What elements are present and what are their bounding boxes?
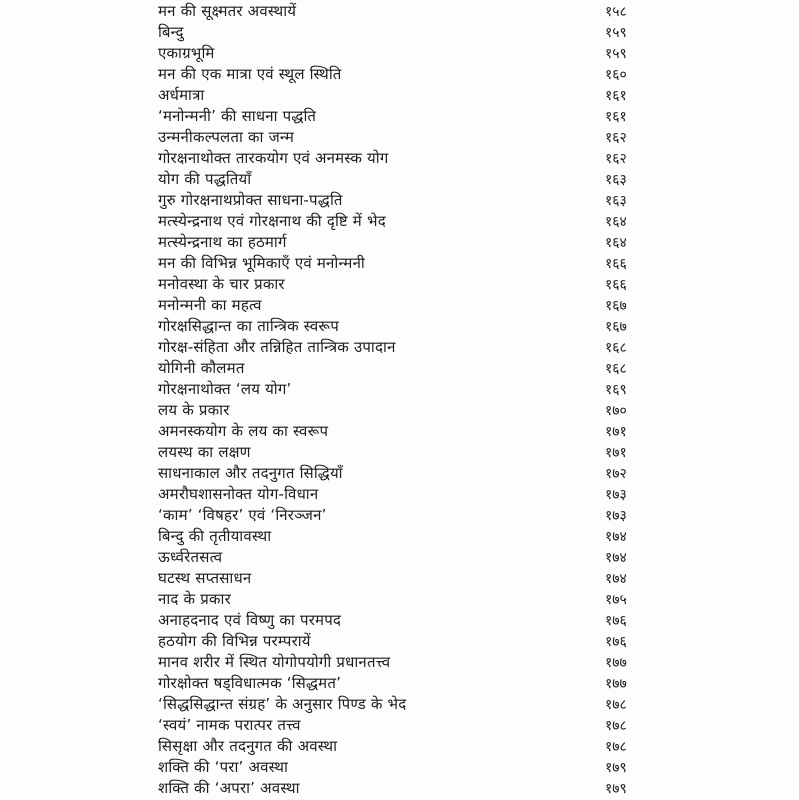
toc-entry-page-number: १७२ [605,466,627,482]
toc-entry-page-number: १७४ [605,571,627,587]
toc-entry-title: मनोन्मनी का महत्व [158,296,262,314]
toc-entry-page-number: १७५ [605,592,627,608]
toc-row [158,274,650,295]
toc-entry-title: एकाग्रभूमि [158,44,215,62]
toc-row [158,778,650,799]
toc-row [158,463,650,484]
toc-row [158,232,650,253]
toc-entry-page-number: १६३ [605,172,627,188]
toc-row [158,673,650,694]
toc-entry-title: योग की पद्धतियाँ [158,170,252,188]
toc-row [158,190,650,211]
toc-entry-page-number: १७६ [605,613,627,629]
toc-entry-title: ऊर्ध्वरेतसत्व [158,548,223,566]
toc-entry-page-number: १७८ [605,697,627,713]
toc-entry-page-number: १६७ [605,319,627,335]
toc-entry-page-number: १७१ [605,424,627,440]
toc-entry-title: हठयोग की विभिन्न परम्परायें [158,632,311,650]
toc-entry-title: उन्मनीकल्पलता का जन्म [158,128,295,146]
toc-entry-title: नाद के प्रकार [158,590,231,608]
toc-row [158,484,650,505]
toc-entry-page-number: १६८ [605,361,627,377]
toc-entry-page-number: १७० [605,403,627,419]
toc-entry-page-number: १७९ [605,781,627,797]
toc-entry-title: मन की विभिन्न भूमिकाएँ एवं मनोन्मनी [158,254,366,272]
toc-row [158,379,650,400]
toc-entry-title: अनाहदनाद एवं विष्णु का परमपद [158,611,342,629]
toc-entry-title: अमरौघशासनोक्त योग-विधान [158,485,319,503]
toc-entry-page-number: १७३ [605,487,627,503]
toc-row [158,22,650,43]
toc-row [158,631,650,652]
toc-row [158,400,650,421]
toc-entry-page-number: १६१ [605,109,627,125]
toc-row [158,442,650,463]
toc-entry-title: घटस्थ सप्तसाधन [158,569,252,587]
toc-row [158,316,650,337]
toc-row [158,652,650,673]
toc-row [158,337,650,358]
toc-row [158,547,650,568]
toc-row [158,694,650,715]
toc-entry-page-number: १६८ [605,340,627,356]
toc-list [158,1,650,799]
toc-entry-page-number: १७७ [605,655,627,671]
toc-row [158,505,650,526]
toc-entry-page-number: १७१ [605,445,627,461]
toc-row [158,736,650,757]
toc-entry-title: मत्स्येन्द्रनाथ का हठमार्ग [158,233,287,251]
toc-row [158,169,650,190]
toc-row [158,568,650,589]
toc-entry-title: गोरक्ष-संहिता और तन्निहित तान्त्रिक उपादान [158,338,396,356]
toc-entry-title: अमनस्कयोग के लय का स्वरूप [158,422,329,440]
toc-entry-page-number: १७४ [605,550,627,566]
toc-row [158,526,650,547]
toc-entry-title: मानव शरीर में स्थित योगोपयोगी प्रधानतत्त्व [158,653,391,671]
toc-row [158,589,650,610]
toc-row [158,106,650,127]
toc-entry-title: मन की सूक्ष्मतर अवस्थायें [158,2,297,20]
toc-entry-page-number: १७४ [605,529,627,545]
toc-entry-page-number: १६३ [605,193,627,209]
toc-entry-page-number: १५९ [605,46,627,62]
toc-entry-page-number: १६४ [605,214,627,230]
toc-row [158,421,650,442]
toc-row [158,610,650,631]
toc-entry-page-number: १७६ [605,634,627,650]
toc-entry-page-number: १६७ [605,298,627,314]
toc-row [158,43,650,64]
toc-entry-title: गोरक्षनाथोक्त तारकयोग एवं अनमस्क योग [158,149,389,167]
toc-entry-page-number: १५९ [605,25,627,41]
toc-entry-page-number: १६६ [605,277,627,293]
toc-entry-page-number: १६६ [605,256,627,272]
toc-row [158,148,650,169]
toc-entry-page-number: १६१ [605,88,627,104]
toc-entry-title: ‘स्वयं’ नामक परात्पर तत्त्व [158,716,301,734]
toc-entry-title: गोरक्षसिद्धान्त का तान्त्रिक स्वरूप [158,317,339,335]
toc-entry-title: गुरु गोरक्षनाथप्रोक्त साधना-पद्धति [158,191,343,209]
toc-entry-page-number: १६२ [605,130,627,146]
toc-row [158,715,650,736]
toc-entry-title: शक्ति की ‘परा’ अवस्था [158,758,289,776]
toc-row [158,757,650,778]
toc-entry-title: शक्ति की ‘अपरा’ अवस्था [158,779,300,797]
toc-entry-page-number: १६० [605,67,627,83]
toc-entry-title: लयस्थ का लक्षण [158,443,251,461]
toc-entry-title: अर्धमात्रा [158,86,205,104]
toc-entry-title: योगिनी कौलमत [158,359,245,377]
toc-row [158,295,650,316]
toc-row [158,211,650,232]
toc-entry-title: मन की एक मात्रा एवं स्थूल स्थिति [158,65,342,83]
toc-entry-page-number: १७९ [605,760,627,776]
toc-entry-title: लय के प्रकार [158,401,230,419]
toc-row [158,1,650,22]
toc-entry-title: मत्स्येन्द्रनाथ एवं गोरक्षनाथ की दृष्टि में भेद [158,212,386,230]
toc-row [158,127,650,148]
toc-entry-title: सिसृक्षा और तदनुगत की अवस्था [158,737,338,755]
toc-entry-page-number: १७८ [605,739,627,755]
toc-entry-page-number: १७८ [605,718,627,734]
toc-entry-title: साधनाकाल और तदनुगत सिद्धियाँ [158,464,343,482]
toc-entry-title: बिन्दु [158,23,184,41]
toc-entry-page-number: १६२ [605,151,627,167]
toc-entry-title: मनोवस्था के चार प्रकार [158,275,285,293]
toc-entry-page-number: १७७ [605,676,627,692]
toc-entry-title: ‘सिद्धसिद्धान्त संग्रह’ के अनुसार पिण्ड के भेद [158,695,407,713]
toc-row [158,358,650,379]
toc-entry-page-number: १६४ [605,235,627,251]
toc-entry-title: बिन्दु की तृतीयावस्था [158,527,272,545]
toc-entry-title: ‘मनोन्मनी’ की साधना पद्धति [158,107,317,125]
toc-entry-title: ‘काम’ ‘विषहर’ एवं ‘निरञ्जन’ [158,506,327,524]
toc-entry-title: गोरक्षनाथोक्त ‘लय योग’ [158,380,292,398]
toc-entry-page-number: १५८ [605,4,627,20]
toc-row [158,85,650,106]
toc-entry-page-number: १७३ [605,508,627,524]
toc-row [158,64,650,85]
toc-entry-title: गोरक्षोक्त षड्विधात्मक ‘सिद्धमत’ [158,674,342,692]
toc-entry-page-number: १६९ [605,382,627,398]
toc-row [158,253,650,274]
